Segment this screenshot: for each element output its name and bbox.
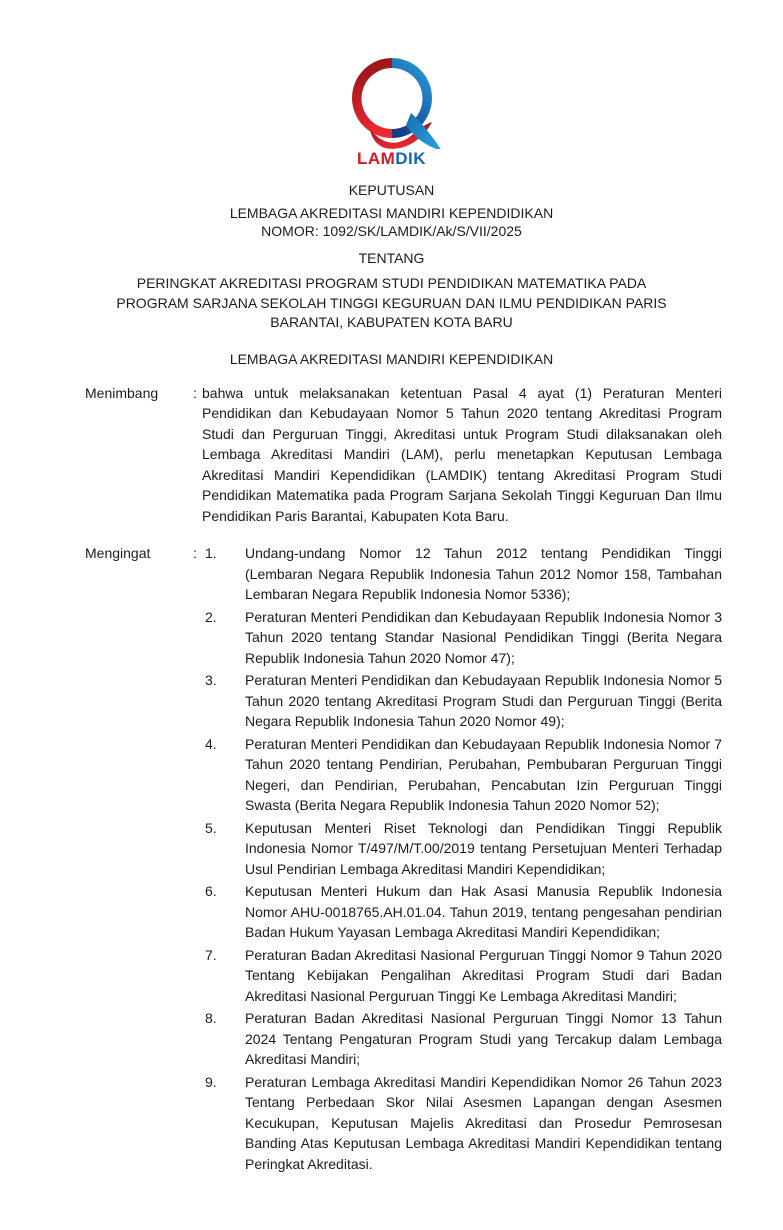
mengingat-colon: :	[193, 545, 197, 561]
item-number: 1.	[205, 545, 217, 561]
item-text: Keputusan Menteri Riset Teknologi dan Pendidikan Tinggi Republik Indonesia Nomor T/497/M/T.00/2019 tentang Persetujuan Menteri Terhadap Usul Pendirian Lembaga Akreditasi Mandiri Kependidikan;	[245, 819, 722, 877]
decree-heading: KEPUTUSAN	[348, 182, 435, 198]
tentang-heading: TENTANG	[358, 250, 425, 266]
mengingat-item-1	[202, 543, 722, 605]
logo-text-lam: LAM	[356, 149, 396, 168]
item-number: 7.	[205, 946, 217, 963]
item-text: Undang-undang Nomor 12 Tahun 2012 tentang Pendidikan Tinggi (Lembaran Negara Republik Indonesia Tahun 2012 Nomor 158, Tambahan Lembaran Negara Republik Indonesia Nomor 5336);	[245, 545, 722, 602]
mengingat-item-2	[202, 607, 722, 669]
menimbang-text: bahwa untuk melaksanakan ketentuan Pasal 4 ayat (1) Peraturan Menteri Pendidikan dan Kebudayaan Nomor 5 Tahun 2020 tentang Akreditasi Program Studi dan Perguruan Tinggi, Akreditasi untuk Program Studi dilaksanakan oleh Lembaga Akreditasi Mandiri (LAM), perlu menetapkan Keputusan Lembaga Akreditasi Mandiri Kependidikan (LAMDIK) tentang Akreditasi Program Studi Pendidikan Matematika pada Program Sarjana Sekolah Tinggi Keguruan Dan Ilmu Pendidikan Paris Barantai, Kabupaten Kota Baru.	[202, 384, 722, 524]
item-number: 3.	[205, 672, 217, 688]
item-text: Keputusan Menteri Hukum dan Hak Asasi Manusia Republik Indonesia Nomor AHU-0018765.AH.01.04. Tahun 2019, tentang pengesahan pendirian Badan Hukum Yayasan Lembaga Akreditasi Mandiri Kependidikan;	[245, 883, 722, 940]
decree-org-and-number	[0, 204, 783, 240]
decree-body	[85, 383, 722, 1177]
mengingat-item-4	[202, 734, 722, 816]
logo-block	[0, 0, 783, 168]
decree-number: NOMOR: 1092/SK/LAMDIK/Ak/S/VII/2025	[261, 223, 522, 239]
subject-line-2: PROGRAM SARJANA SEKOLAH TINGGI KEGURUAN DAN ILMU PENDIDIKAN PARIS	[116, 294, 667, 311]
subject-line-3: BARANTAI, KABUPATEN KOTA BARU	[270, 314, 513, 330]
mengingat-section	[85, 543, 722, 1176]
menimbang-colon: :	[193, 384, 197, 401]
item-text: Peraturan Menteri Pendidikan dan Kebudayaan Republik Indonesia Nomor 3 Tahun 2020 tentang Standar Nasional Pendidikan Tinggi (Berita Negara Republik Indonesia Tahun 2020 Nomor 47);	[245, 608, 722, 666]
issuer-name: LEMBAGA AKREDITASI MANDIRI KEPENDIDIKAN	[229, 350, 554, 367]
item-number: 2.	[205, 608, 217, 625]
item-text: Peraturan Menteri Pendidikan dan Kebudayaan Republik Indonesia Nomor 5 Tahun 2020 tentang Akreditasi Program Studi dan Perguruan Tinggi (Berita Negara Republik Indonesia Tahun 2020 Nomor 49);	[245, 672, 722, 729]
lamdik-q-logo-icon	[330, 55, 454, 149]
mengingat-item-8	[202, 1008, 722, 1070]
item-number: 6.	[205, 883, 217, 899]
menimbang-section	[85, 383, 722, 527]
mengingat-item-3	[202, 670, 722, 732]
mengingat-item-9	[202, 1072, 722, 1175]
menimbang-label: Menimbang	[85, 384, 159, 401]
item-number: 8.	[205, 1010, 217, 1026]
item-text: Peraturan Lembaga Akreditasi Mandiri Kependidikan Nomor 26 Tahun 2023 Tentang Perbedaan Skor Nilai Asesmen Lapangan dengan Asesmen Kecukupan, Keputusan Majelis Akreditasi dan Prosedur Pemrosesan Banding Atas Keputusan Lembaga Akreditasi Mandiri Kependidikan tentang Peringkat Akreditasi.	[245, 1073, 722, 1172]
subject-line-1: PERINGKAT AKREDITASI PROGRAM STUDI PENDIDIKAN MATEMATIKA PADA	[136, 275, 647, 291]
item-number: 4.	[205, 735, 217, 752]
logo-text-dik: DIK	[395, 149, 427, 168]
item-number: 9.	[205, 1073, 217, 1090]
item-text: Peraturan Menteri Pendidikan dan Kebudayaan Republik Indonesia Nomor 7 Tahun 2020 tentang Pendirian, Perubahan, Pembubaran Perguruan Tinggi Negeri, dan Pendirian, Perubahan, Pencabutan Izin Perguruan Tinggi Swasta (Berita Negara Republik Indonesia Tahun 2020 Nomor 52);	[245, 735, 722, 813]
issuing-org-name: LEMBAGA AKREDITASI MANDIRI KEPENDIDIKAN	[229, 205, 554, 221]
mengingat-item-7	[202, 945, 722, 1007]
mengingat-label: Mengingat	[85, 545, 151, 561]
logo-wordmark	[0, 150, 783, 168]
mengingat-item-6	[202, 881, 722, 943]
mengingat-item-5	[202, 818, 722, 880]
item-text: Peraturan Badan Akreditasi Nasional Perguruan Tinggi Nomor 9 Tahun 2020 Tentang Kebijakan Pengalihan Akreditasi Program Studi dari Badan Akreditasi Nasional Perguruan Tinggi Ke Lembaga Akreditasi Mandiri;	[245, 946, 722, 1004]
mengingat-list	[202, 543, 722, 1176]
decree-subject-title	[0, 274, 783, 333]
item-number: 5.	[205, 819, 217, 836]
item-text: Peraturan Badan Akreditasi Nasional Perguruan Tinggi Nomor 13 Tahun 2024 Tentang Pengaturan Program Studi yang Tercakup dalam Lembaga Akreditasi Mandiri;	[245, 1010, 722, 1067]
